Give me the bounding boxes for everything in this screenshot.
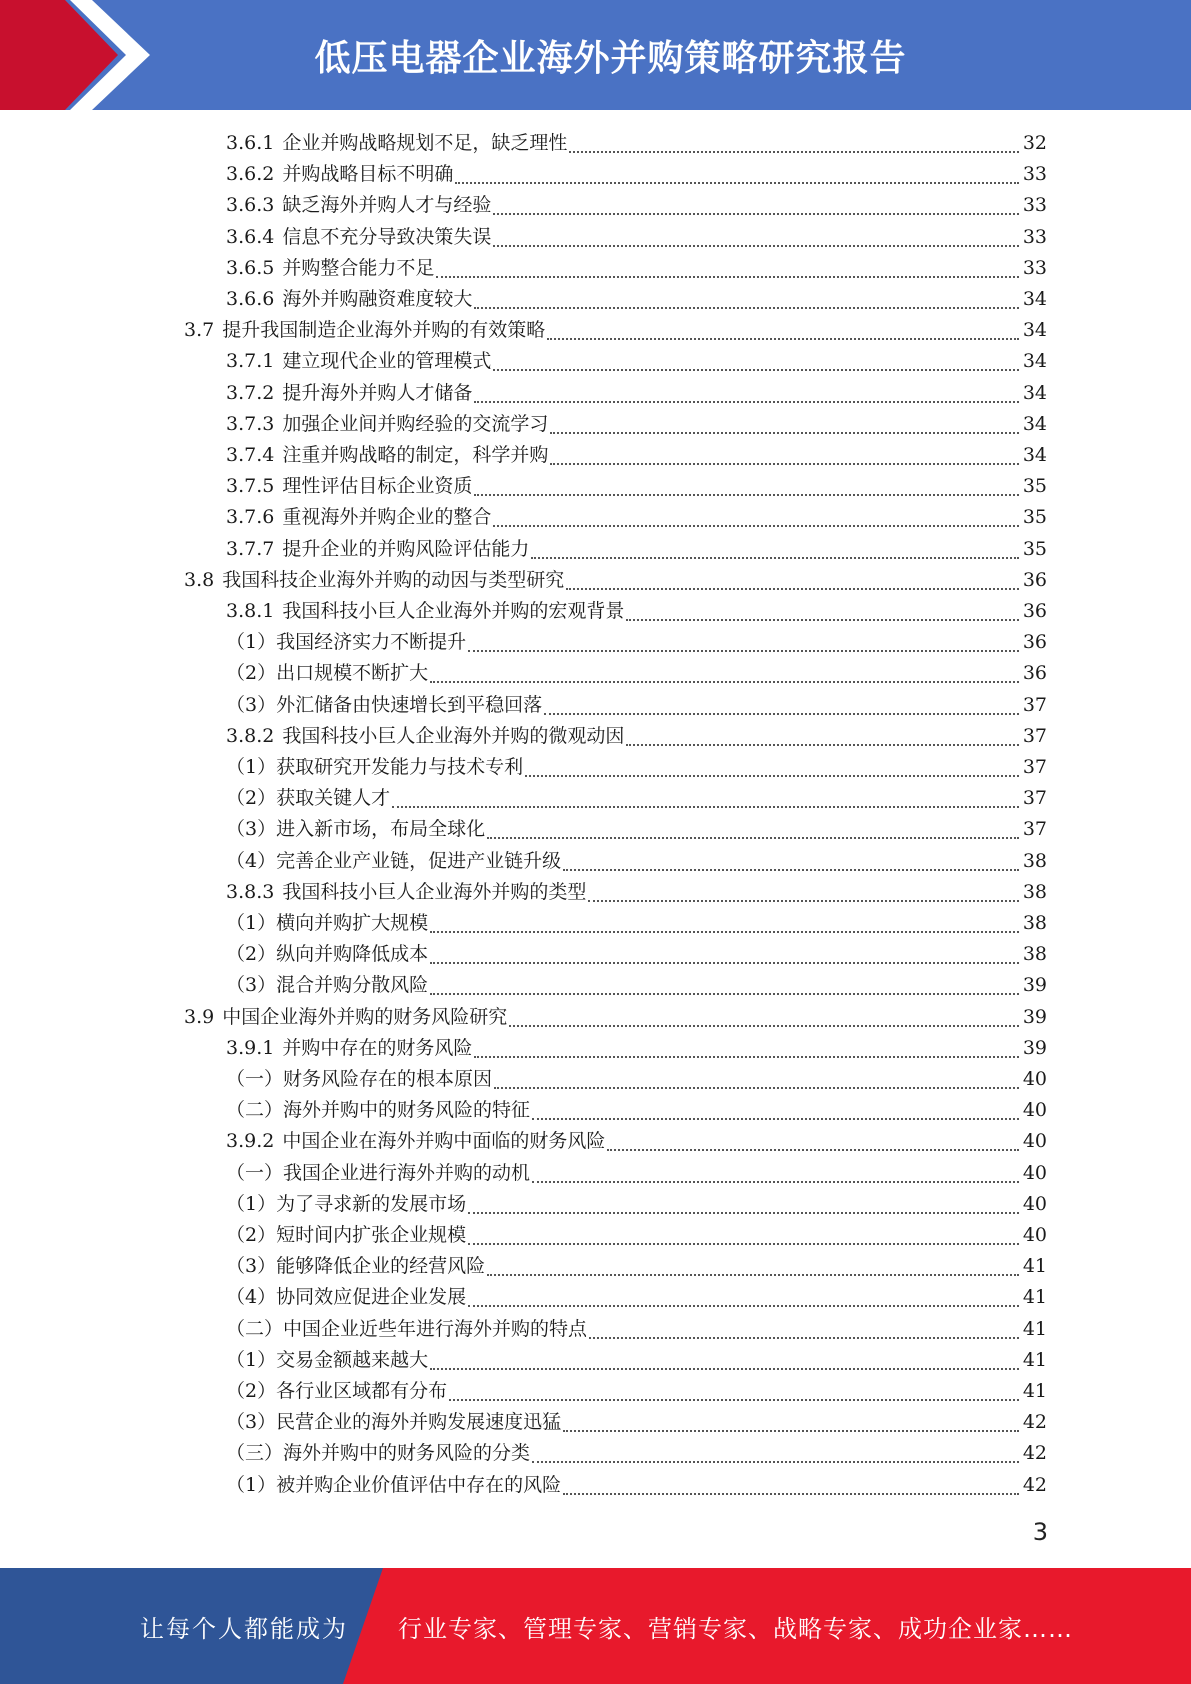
toc-leader-dots: [430, 681, 1019, 683]
toc-entry-page: 38: [1022, 912, 1047, 934]
toc-leader-dots: [468, 1212, 1019, 1214]
toc-entry[interactable]: [226, 908, 1047, 939]
toc-entry[interactable]: [226, 783, 1047, 814]
toc-leader-dots: [532, 1181, 1019, 1183]
toc-entry[interactable]: [226, 814, 1047, 845]
toc-entry-page: 34: [1022, 413, 1047, 435]
toc-entry-page: 41: [1022, 1286, 1047, 1308]
toc-entry-title: 信息不充分导致决策失误: [282, 226, 492, 248]
toc-entry[interactable]: [184, 1002, 1047, 1033]
toc-leader-dots: [566, 588, 1019, 590]
toc-entry-number: 3.6.1: [226, 132, 275, 154]
footer-band: [0, 1568, 1191, 1684]
toc-entry[interactable]: [226, 1064, 1047, 1095]
toc-entry-page: 38: [1022, 943, 1047, 965]
toc-entry-number: 3.6.2: [226, 163, 275, 185]
toc-entry-title: （3）混合并购分散风险: [226, 974, 429, 996]
toc-entry-title: （2）短时间内扩张企业规模: [226, 1224, 467, 1246]
toc-entry-title: 海外并购融资难度较大: [282, 288, 473, 310]
toc-entry[interactable]: [226, 1314, 1047, 1345]
toc-entry-page: 33: [1022, 163, 1047, 185]
toc-entry-page: 40: [1022, 1162, 1047, 1184]
toc-entry-page: 42: [1022, 1442, 1047, 1464]
toc-entry-number: 3.6.4: [226, 226, 275, 248]
toc-entry-title: （1）横向并购扩大规模: [226, 912, 429, 934]
toc-entry-page: 38: [1022, 881, 1047, 903]
toc-leader-dots: [430, 993, 1019, 995]
toc-leader-dots: [493, 369, 1019, 371]
toc-leader-dots: [532, 1118, 1019, 1120]
toc-leader-dots: [532, 1461, 1019, 1463]
toc-entry[interactable]: [226, 1407, 1047, 1438]
toc-leader-dots: [550, 463, 1019, 465]
toc-entry-page: 41: [1022, 1380, 1047, 1402]
toc-leader-dots: [626, 744, 1019, 746]
toc-leader-dots: [493, 525, 1019, 527]
toc-entry-title: 提升企业的并购风险评估能力: [282, 538, 530, 560]
toc-leader-dots: [569, 151, 1019, 153]
toc-entry-title: 我国科技小巨人企业海外并购的宏观背景: [282, 600, 625, 622]
toc-entry-page: 35: [1022, 475, 1047, 497]
toc-entry-title: （3）进入新市场，布局全球化: [226, 818, 486, 840]
toc-entry[interactable]: [226, 409, 1047, 440]
toc-entry-page: 39: [1022, 1037, 1047, 1059]
toc-entry-title: 理性评估目标企业资质: [282, 475, 473, 497]
toc-entry[interactable]: [226, 190, 1047, 221]
toc-entry-title: （二）中国企业近些年进行海外并购的特点: [226, 1318, 588, 1340]
toc-leader-dots: [430, 1368, 1019, 1370]
toc-entry[interactable]: [226, 1095, 1047, 1126]
toc-entry-page: 34: [1022, 288, 1047, 310]
toc-entry-number: 3.7.2: [226, 382, 275, 404]
toc-entry[interactable]: [226, 970, 1047, 1001]
toc-entry-page: 37: [1022, 694, 1047, 716]
toc-entry-title: 提升海外并购人才储备: [282, 382, 473, 404]
toc-entry-title: 提升我国制造企业海外并购的有效策略: [222, 319, 546, 341]
toc-entry-page: 42: [1022, 1474, 1047, 1496]
toc-entry-number: 3.9.2: [226, 1130, 275, 1152]
toc-entry-title: （4）完善企业产业链，促进产业链升级: [226, 850, 562, 872]
toc-entry[interactable]: [226, 159, 1047, 190]
toc-entry-title: 企业并购战略规划不足，缺乏理性: [282, 132, 568, 154]
toc-entry-number: 3.8.1: [226, 600, 275, 622]
toc-entry-title: 并购中存在的财务风险: [282, 1037, 473, 1059]
toc-entry-page: 40: [1022, 1224, 1047, 1246]
toc-entry-title: （2）各行业区域都有分布: [226, 1380, 448, 1402]
toc-leader-dots: [550, 432, 1019, 434]
toc-entry-number: 3.8: [184, 569, 215, 591]
toc-entry[interactable]: [226, 502, 1047, 533]
toc-entry-number: 3.7.7: [226, 538, 275, 560]
toc-entry-title: 中国企业在海外并购中面临的财务风险: [282, 1130, 606, 1152]
toc-entry-title: （一）财务风险存在的根本原因: [226, 1068, 493, 1090]
toc-entry-page: 35: [1022, 506, 1047, 528]
toc-leader-dots: [493, 213, 1019, 215]
toc-entry[interactable]: [226, 877, 1047, 908]
toc-entry-page: 40: [1022, 1068, 1047, 1090]
toc-entry[interactable]: [226, 1220, 1047, 1251]
toc-entry[interactable]: [226, 596, 1047, 627]
toc-leader-dots: [563, 869, 1019, 871]
toc-leader-dots: [531, 557, 1019, 559]
toc-entry-page: 39: [1022, 1006, 1047, 1028]
toc-entry-title: （4）协同效应促进企业发展: [226, 1286, 467, 1308]
toc-entry[interactable]: [226, 1470, 1047, 1501]
toc-leader-dots: [430, 962, 1019, 964]
toc-leader-dots: [436, 276, 1019, 278]
toc-entry[interactable]: [226, 690, 1047, 721]
toc-entry-title: （1）被并购企业价值评估中存在的风险: [226, 1474, 562, 1496]
toc-entry-page: 35: [1022, 538, 1047, 560]
toc-leader-dots: [509, 1025, 1019, 1027]
toc-entry[interactable]: [226, 1282, 1047, 1313]
toc-entry-page: 40: [1022, 1130, 1047, 1152]
toc-entry-page: 41: [1022, 1318, 1047, 1340]
toc-entry[interactable]: [226, 1376, 1047, 1407]
toc-entry-page: 40: [1022, 1193, 1047, 1215]
toc-entry-page: 42: [1022, 1411, 1047, 1433]
toc-entry-title: （2）出口规模不断扩大: [226, 662, 429, 684]
toc-entry-title: （三）海外并购中的财务风险的分类: [226, 1442, 531, 1464]
toc-entry-title: 并购战略目标不明确: [282, 163, 454, 185]
footer-slogan-left: 让每个人都能成为: [140, 1614, 348, 1643]
toc-entry-page: 40: [1022, 1099, 1047, 1121]
toc-leader-dots: [468, 650, 1019, 652]
toc-entry-title: （2）纵向并购降低成本: [226, 943, 429, 965]
toc-entry-title: （3）民营企业的海外并购发展速度迅猛: [226, 1411, 562, 1433]
toc-entry-page: 34: [1022, 382, 1047, 404]
toc-entry-title: 注重并购战略的制定，科学并购: [282, 444, 549, 466]
toc-entry-number: 3.8.3: [226, 881, 275, 903]
toc-leader-dots: [494, 1087, 1019, 1089]
toc-entry[interactable]: [226, 846, 1047, 877]
toc-entry-page: 37: [1022, 725, 1047, 747]
toc-entry-title: 缺乏海外并购人才与经验: [282, 194, 492, 216]
toc-entry[interactable]: [184, 565, 1047, 596]
toc-entry-number: 3.8.2: [226, 725, 275, 747]
toc-entry-page: 36: [1022, 569, 1047, 591]
toc-entry-number: 3.7.1: [226, 350, 275, 372]
report-title: 低压电器企业海外并购策略研究报告: [314, 37, 907, 79]
toc-entry-number: 3.9.1: [226, 1037, 275, 1059]
toc-entry-number: 3.7.3: [226, 413, 275, 435]
toc-entry-number: 3.9: [184, 1006, 215, 1028]
toc-entry-title: 我国科技小巨人企业海外并购的微观动因: [282, 725, 625, 747]
toc-entry[interactable]: [184, 315, 1047, 346]
toc-entry-page: 33: [1022, 194, 1047, 216]
toc-leader-dots: [468, 1243, 1019, 1245]
page-number: 3: [1032, 1518, 1048, 1546]
toc-entry[interactable]: [226, 1158, 1047, 1189]
toc-entry-title: （一）我国企业进行海外并购的动机: [226, 1162, 531, 1184]
toc-leader-dots: [449, 1399, 1019, 1401]
toc-entry-title: 我国科技小巨人企业海外并购的类型: [282, 881, 587, 903]
toc-entry-number: 3.7.6: [226, 506, 275, 528]
toc-leader-dots: [474, 307, 1019, 309]
toc-entry[interactable]: [226, 128, 1047, 159]
toc-leader-dots: [626, 619, 1019, 621]
toc-leader-dots: [588, 900, 1019, 902]
toc-leader-dots: [525, 775, 1019, 777]
toc-entry[interactable]: [226, 534, 1047, 565]
toc-leader-dots: [392, 806, 1019, 808]
toc-leader-dots: [563, 1493, 1019, 1495]
toc-entry-title: 建立现代企业的管理模式: [282, 350, 492, 372]
toc-entry[interactable]: [226, 1438, 1047, 1469]
toc-entry-title: （2）获取关键人才: [226, 787, 391, 809]
toc-entry-title: 加强企业间并购经验的交流学习: [282, 413, 549, 435]
toc-entry-page: 34: [1022, 350, 1047, 372]
toc-entry[interactable]: [226, 1033, 1047, 1064]
toc-entry[interactable]: [226, 1345, 1047, 1376]
toc-leader-dots: [589, 1337, 1019, 1339]
toc-entry[interactable]: [226, 627, 1047, 658]
toc-leader-dots: [455, 182, 1019, 184]
toc-entry-number: 3.7: [184, 319, 215, 341]
toc-entry[interactable]: [226, 346, 1047, 377]
toc-entry[interactable]: [226, 1126, 1047, 1157]
toc-leader-dots: [474, 401, 1019, 403]
toc-entry-page: 41: [1022, 1349, 1047, 1371]
toc-entry[interactable]: [226, 939, 1047, 970]
toc-entry[interactable]: [226, 471, 1047, 502]
toc-leader-dots: [474, 494, 1019, 496]
toc-entry-number: 3.6.6: [226, 288, 275, 310]
toc-entry-page: 34: [1022, 319, 1047, 341]
toc-leader-dots: [487, 837, 1019, 839]
toc-leader-dots: [563, 1430, 1019, 1432]
toc-entry-title: （1）获取研究开发能力与技术专利: [226, 756, 524, 778]
toc-entry-number: 3.6.5: [226, 257, 275, 279]
toc-entry-page: 38: [1022, 850, 1047, 872]
toc-entry[interactable]: [226, 752, 1047, 783]
toc-entry[interactable]: [226, 658, 1047, 689]
toc-entry-page: 34: [1022, 444, 1047, 466]
toc-entry-title: （1）交易金额越来越大: [226, 1349, 429, 1371]
toc-entry-number: 3.6.3: [226, 194, 275, 216]
toc-entry-title: （1）我国经济实力不断提升: [226, 631, 467, 653]
toc-entry-title: 重视海外并购企业的整合: [282, 506, 492, 528]
toc-entry-number: 3.7.4: [226, 444, 275, 466]
toc-leader-dots: [487, 1274, 1019, 1276]
toc-leader-dots: [430, 931, 1019, 933]
toc-entry-page: 37: [1022, 756, 1047, 778]
toc-entry[interactable]: [226, 1251, 1047, 1282]
toc-leader-dots: [544, 713, 1019, 715]
toc-entry-title: （二）海外并购中的财务风险的特征: [226, 1099, 531, 1121]
toc-entry[interactable]: [226, 284, 1047, 315]
toc-entry[interactable]: [226, 721, 1047, 752]
toc-leader-dots: [468, 1305, 1019, 1307]
toc-leader-dots: [493, 245, 1019, 247]
toc-entry[interactable]: [226, 378, 1047, 409]
toc-entry-title: （3）外汇储备由快速增长到平稳回落: [226, 694, 543, 716]
toc-entry-number: 3.7.5: [226, 475, 275, 497]
toc-leader-dots: [547, 338, 1019, 340]
header-band: [0, 0, 1191, 110]
toc-entry-title: 我国科技企业海外并购的动因与类型研究: [222, 569, 565, 591]
toc-entry[interactable]: [226, 222, 1047, 253]
toc-leader-dots: [607, 1149, 1019, 1151]
toc-entry-page: 39: [1022, 974, 1047, 996]
toc-entry-page: 33: [1022, 226, 1047, 248]
toc-entry[interactable]: [226, 253, 1047, 284]
toc-entry-title: （3）能够降低企业的经营风险: [226, 1255, 486, 1277]
toc-entry-page: 37: [1022, 787, 1047, 809]
toc-entry-page: 32: [1022, 132, 1047, 154]
toc-entry[interactable]: [226, 1189, 1047, 1220]
toc-entry-page: 37: [1022, 818, 1047, 840]
toc-entry-page: 41: [1022, 1255, 1047, 1277]
toc-entry-title: （1）为了寻求新的发展市场: [226, 1193, 467, 1215]
toc-entry-page: 36: [1022, 600, 1047, 622]
toc-entry-title: 并购整合能力不足: [282, 257, 435, 279]
toc-entry[interactable]: [226, 440, 1047, 471]
toc-leader-dots: [474, 1056, 1019, 1058]
toc-entry-page: 33: [1022, 257, 1047, 279]
toc-entry-page: 36: [1022, 631, 1047, 653]
toc-entry-page: 36: [1022, 662, 1047, 684]
footer-slogan-right: 行业专家、管理专家、营销专家、战略专家、成功企业家……: [398, 1614, 1073, 1643]
toc-entry-title: 中国企业海外并购的财务风险研究: [222, 1006, 508, 1028]
